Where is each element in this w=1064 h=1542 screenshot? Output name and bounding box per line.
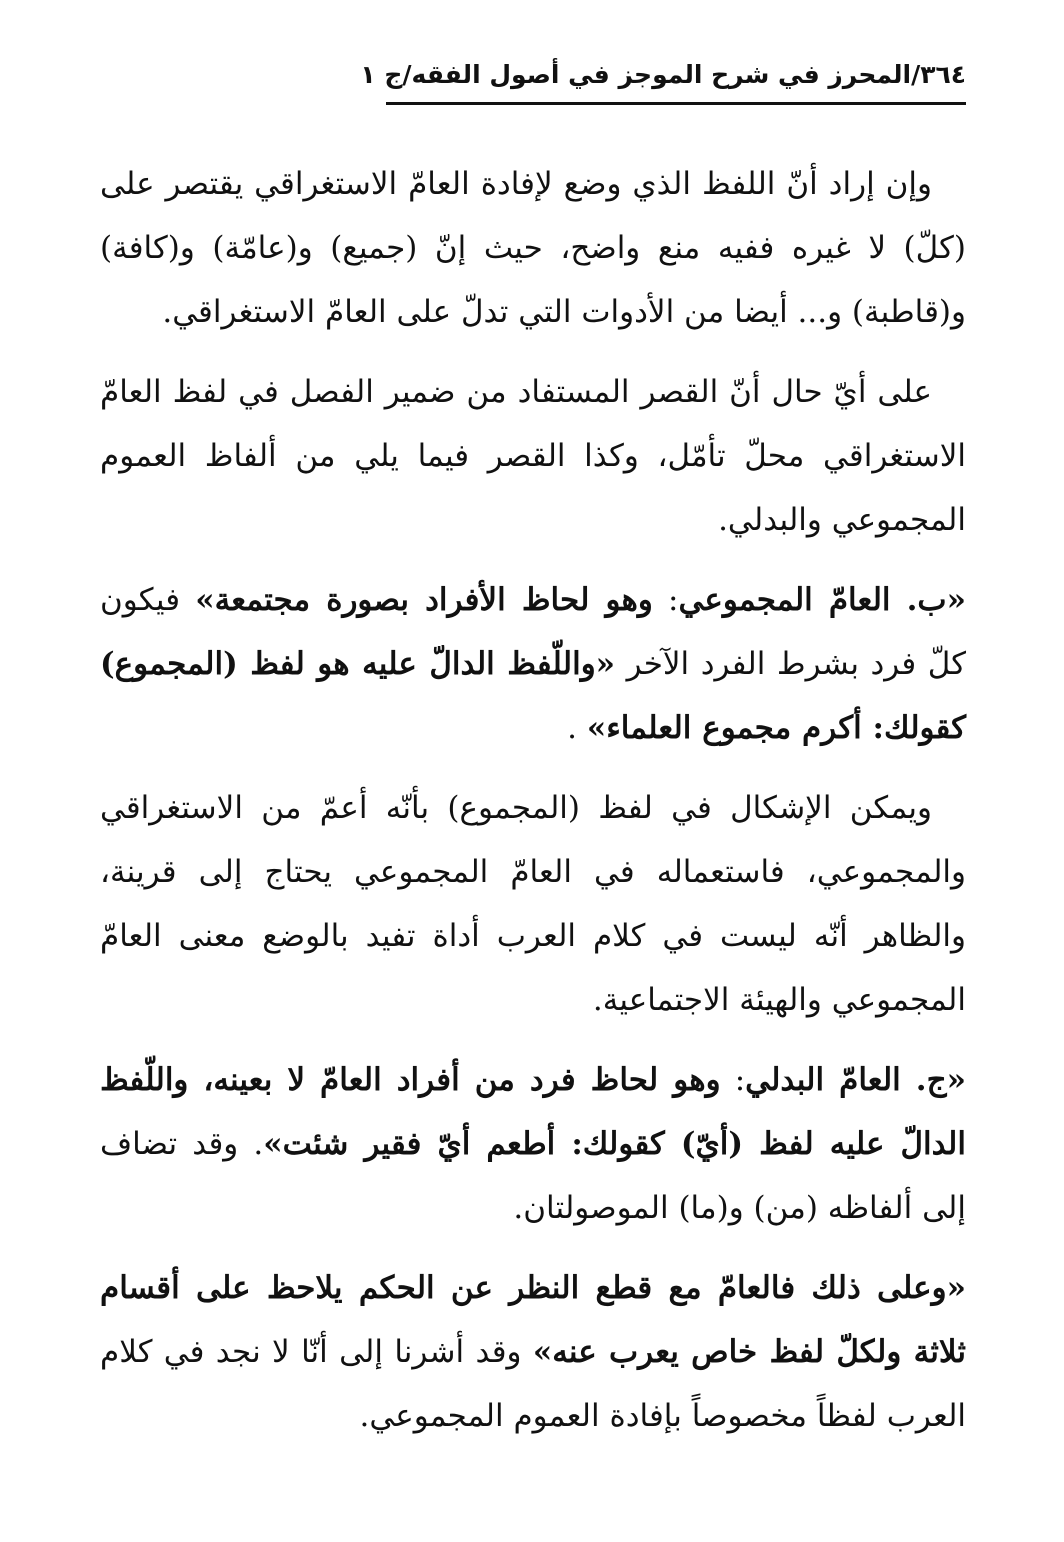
paragraph-1	[100, 152, 966, 344]
commentary-text: فيكون كلّ فرد بشرط الفرد الآخر	[100, 582, 966, 682]
end-punctuation: .	[567, 710, 587, 746]
paragraph-3	[100, 568, 966, 760]
paragraph-4-text: ويمكن الإشكال في لفظ (المجموع) بأنّه أعمّ من الاستغراقي والمجموعي، فاستعماله في العامّ المجموعي يحتاج إلى قرينة، والظاهر أنّه ليست في كلام العرب أداة تفيد بالوضع معنى العامّ المجموعي والهيئة الاجتماعية.	[100, 790, 966, 1018]
paragraph-6	[100, 1256, 966, 1448]
commentary-text: . وقد تضاف إلى ألفاظه (من) و(ما) الموصولتان.	[100, 1126, 966, 1226]
quote-definition-c: وهو لحاظ فرد من أفراد العامّ لا بعينه، واللّفظ الدالّ عليه لفظ (أيّ) كقولك: أطعم أيّ فقير شئت»	[100, 1062, 966, 1162]
quote-heading-c: «ج. العامّ البدلي	[745, 1062, 966, 1098]
paragraph-1-text: وإن إراد أنّ اللفظ الذي وضع لإفادة العامّ الاستغراقي يقتصر على (كلّ) لا غيره ففيه منع واضح، حيث إنّ (جميع) و(عامّة) و(كافة) و(قاطبة) و... أيضا من الأدوات التي تدلّ على العامّ الاستغراقي.	[100, 166, 966, 330]
page-number: ٣٦٤	[920, 60, 966, 89]
volume-separator: /	[402, 60, 412, 89]
paragraph-5	[100, 1048, 966, 1240]
colon-text: :	[720, 1062, 746, 1098]
volume-label: ج ١	[360, 60, 403, 89]
quote-summary: «وعلى ذلك فالعامّ مع قطع النظر عن الحكم يلاحظ على أقسام ثلاثة ولكلّ لفظ خاص يعرب عنه»	[100, 1270, 966, 1370]
commentary-text: وقد أشرنا إلى أنّا لا نجد في كلام العرب لفظاً مخصوصاً بإفادة العموم المجموعي.	[100, 1334, 966, 1434]
page-body	[100, 152, 966, 1464]
colon-text: :	[652, 582, 679, 618]
paragraph-4	[100, 776, 966, 1032]
quote-example-b: «واللّفظ الدالّ عليه هو لفظ (المجموع) كقولك: أكرم مجموع العلماء»	[100, 646, 966, 746]
running-header	[360, 58, 966, 105]
header-separator: /	[911, 60, 921, 89]
paragraph-2	[100, 360, 966, 552]
quote-heading-b: «ب. العامّ المجموعي	[678, 582, 966, 618]
book-title: المحرز في شرح الموجز في أصول الفقه	[411, 60, 912, 89]
quote-definition-b: وهو لحاظ الأفراد بصورة مجتمعة»	[195, 582, 653, 618]
paragraph-2-text: على أيّ حال أنّ القصر المستفاد من ضمير الفصل في لفظ العامّ الاستغراقي محلّ تأمّل، وكذا القصر فيما يلي من ألفاظ العموم المجموعي والبدلي.	[100, 374, 966, 538]
